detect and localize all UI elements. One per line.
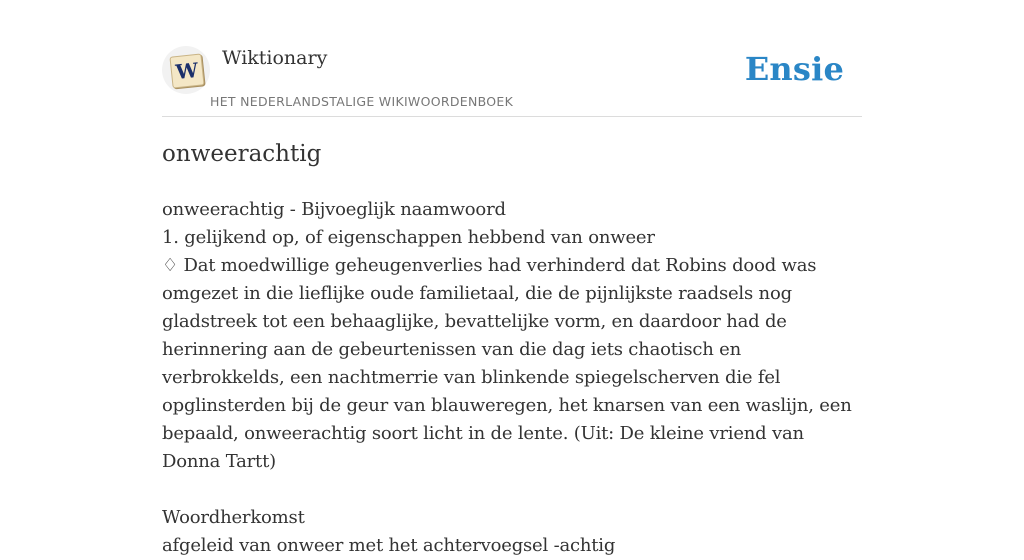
site-name[interactable]: Wiktionary (222, 47, 328, 69)
definition-entry (162, 196, 864, 560)
page-title: onweerachtig (162, 141, 322, 167)
logo-tile (169, 53, 204, 88)
logo-letter: W (174, 57, 200, 85)
etymology-heading: Woordherkomst (162, 507, 305, 528)
site-tagline: HET NEDERLANDSTALIGE WIKIWOORDENBOEK (210, 94, 514, 109)
word-type-line: onweerachtig - Bijvoeglijk naamwoord (162, 199, 506, 220)
spacer (162, 476, 864, 504)
ensie-brand-link[interactable]: Ensie (744, 50, 844, 88)
etymology-text: afgeleid van onweer met het achtervoegsel -achtig (162, 535, 616, 556)
wiktionary-logo-icon[interactable] (162, 46, 210, 94)
main-content (162, 132, 864, 560)
definition-text: 1. gelijkend op, of eigenschappen hebbend van onweer (162, 227, 655, 248)
site-header (162, 44, 862, 117)
example-sentence: ♢ Dat moedwillige geheugenverlies had verhinderd dat Robins dood was omgezet in die lieflijke oude familietaal, die de pijnlijkste raadsels nog gladstreek tot een behaaglijke, bevattelijke vorm, en daardoor had de herinnering aan de gebeurtenissen van die dag iets chaotisch en verbrokkelds, een nachtmerrie van blinkende spiegelscherven die fel opglinsterden bij de geur van blauweregen, het knarsen van een waslijn, een bepaald, onweerachtig soort licht in de lente. (Uit: De kleine vriend van Donna Tartt) (162, 255, 852, 472)
